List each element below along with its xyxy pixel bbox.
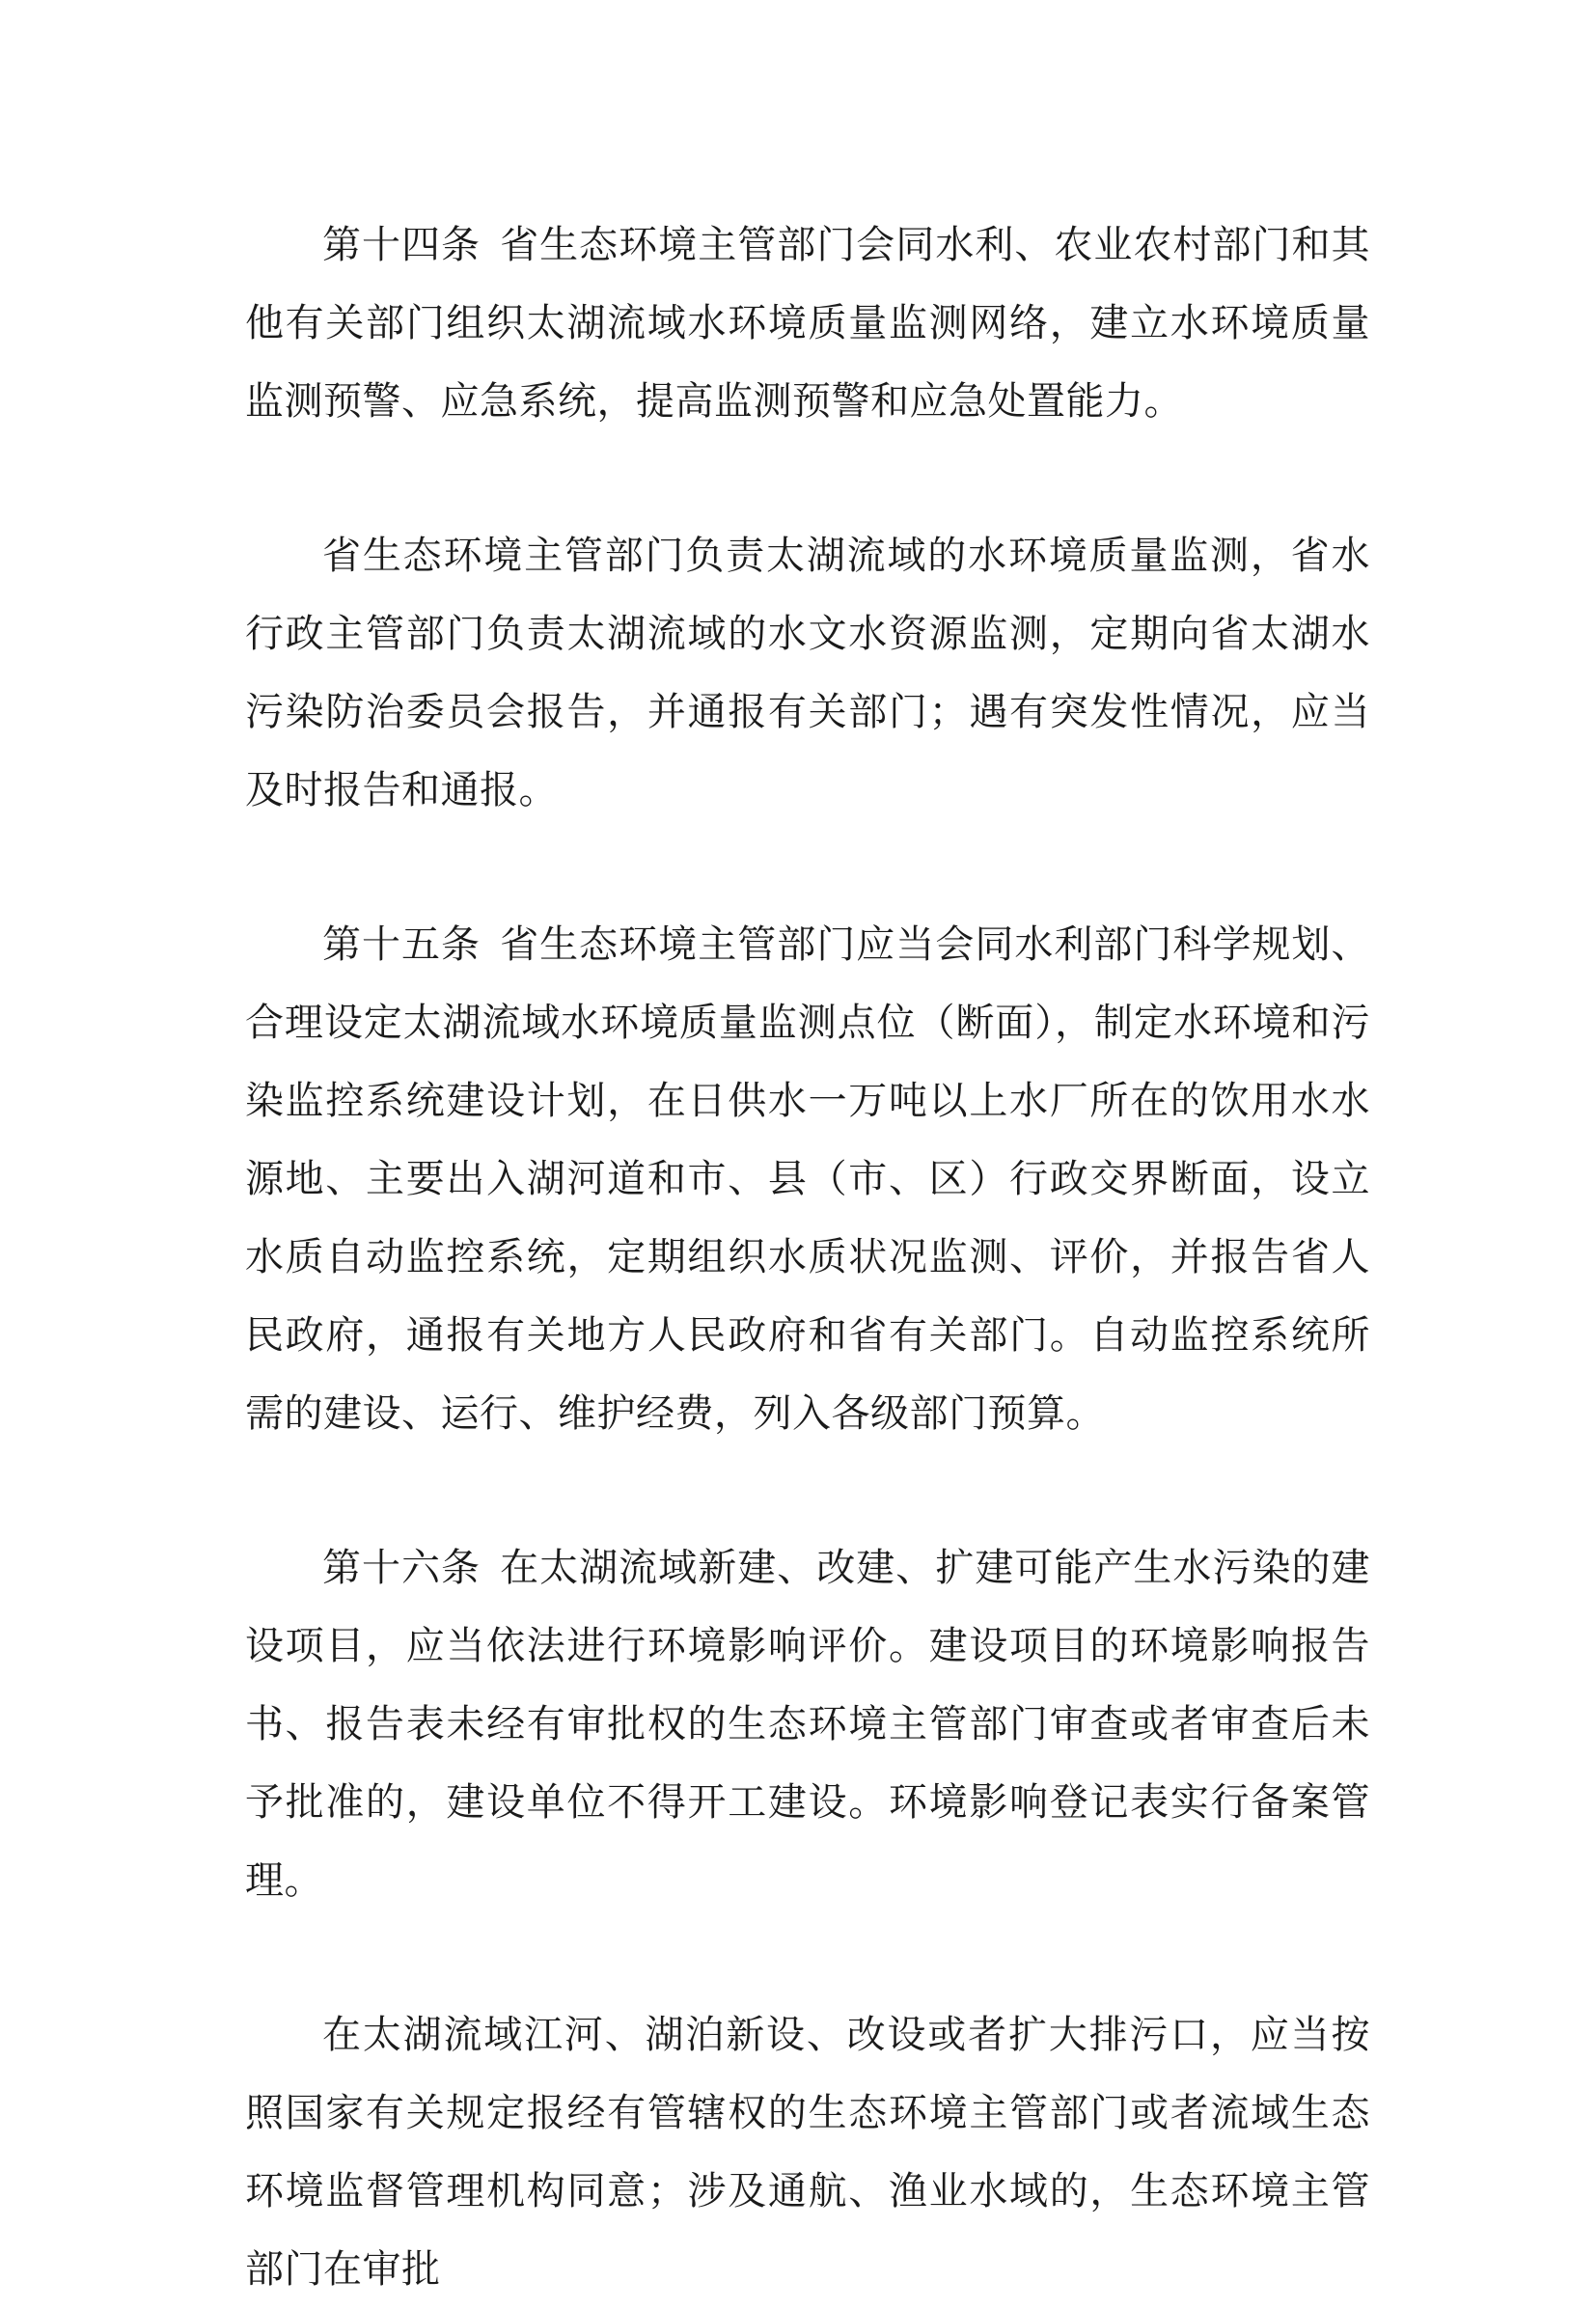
article-number: 第十四条 [322, 223, 482, 267]
document-body [245, 206, 1370, 2309]
article-number: 第十五条 [322, 922, 482, 967]
paragraph-text: 省生态环境主管部门应当会同水利部门科学规划、合理设定太湖流域水环境质量监测点位（断面），制定水环境和污染监控系统建设计划，在日供水一万吨以上水厂所在的饮用水水源地、主要出入湖河道和市、县（市、区）行政交界断面，设立水质自动监控系统，定期组织水质状况监测、评价，并报告省人民政府，通报有关地方人民政府和省有关部门。自动监控系统所需的建设、运行、维护经费，列入各级部门预算。 [245, 922, 1371, 1436]
paragraph-text: 在太湖流域新建、改建、扩建可能产生水污染的建设项目，应当依法进行环境影响评价。建设项目的环境影响报告书、报告表未经有审批权的生态环境主管部门审查或者审查后未予批准的，建设单位不得开工建设。环境影响登记表实行备案管理。 [245, 1546, 1371, 1903]
article-number: 第十六条 [322, 1546, 482, 1590]
paragraph-text: 在太湖流域江河、湖泊新设、改设或者扩大排污口，应当按照国家有关规定报经有管辖权的生态环境主管部门或者流域生态环境监督管理机构同意；涉及通航、渔业水域的，生态环境主管部门在审批 [245, 2013, 1370, 2292]
paragraph-text: 省生态环境主管部门会同水利、农业农村部门和其他有关部门组织太湖流域水环境质量监测网络，建立水环境质量监测预警、应急系统，提高监测预警和应急处置能力。 [245, 223, 1371, 424]
paragraph-article-14-clause-2 [245, 517, 1370, 830]
paragraph-article-16 [245, 1529, 1370, 1920]
paragraph-article-14 [245, 206, 1370, 441]
paragraph-article-16-clause-2 [245, 1996, 1370, 2309]
paragraph-article-15 [245, 906, 1370, 1453]
paragraph-text: 省生态环境主管部门负责太湖流域的水环境质量监测，省水行政主管部门负责太湖流域的水文水资源监测，定期向省太湖水污染防治委员会报告，并通报有关部门；遇有突发性情况，应当及时报告和通报。 [245, 534, 1370, 812]
